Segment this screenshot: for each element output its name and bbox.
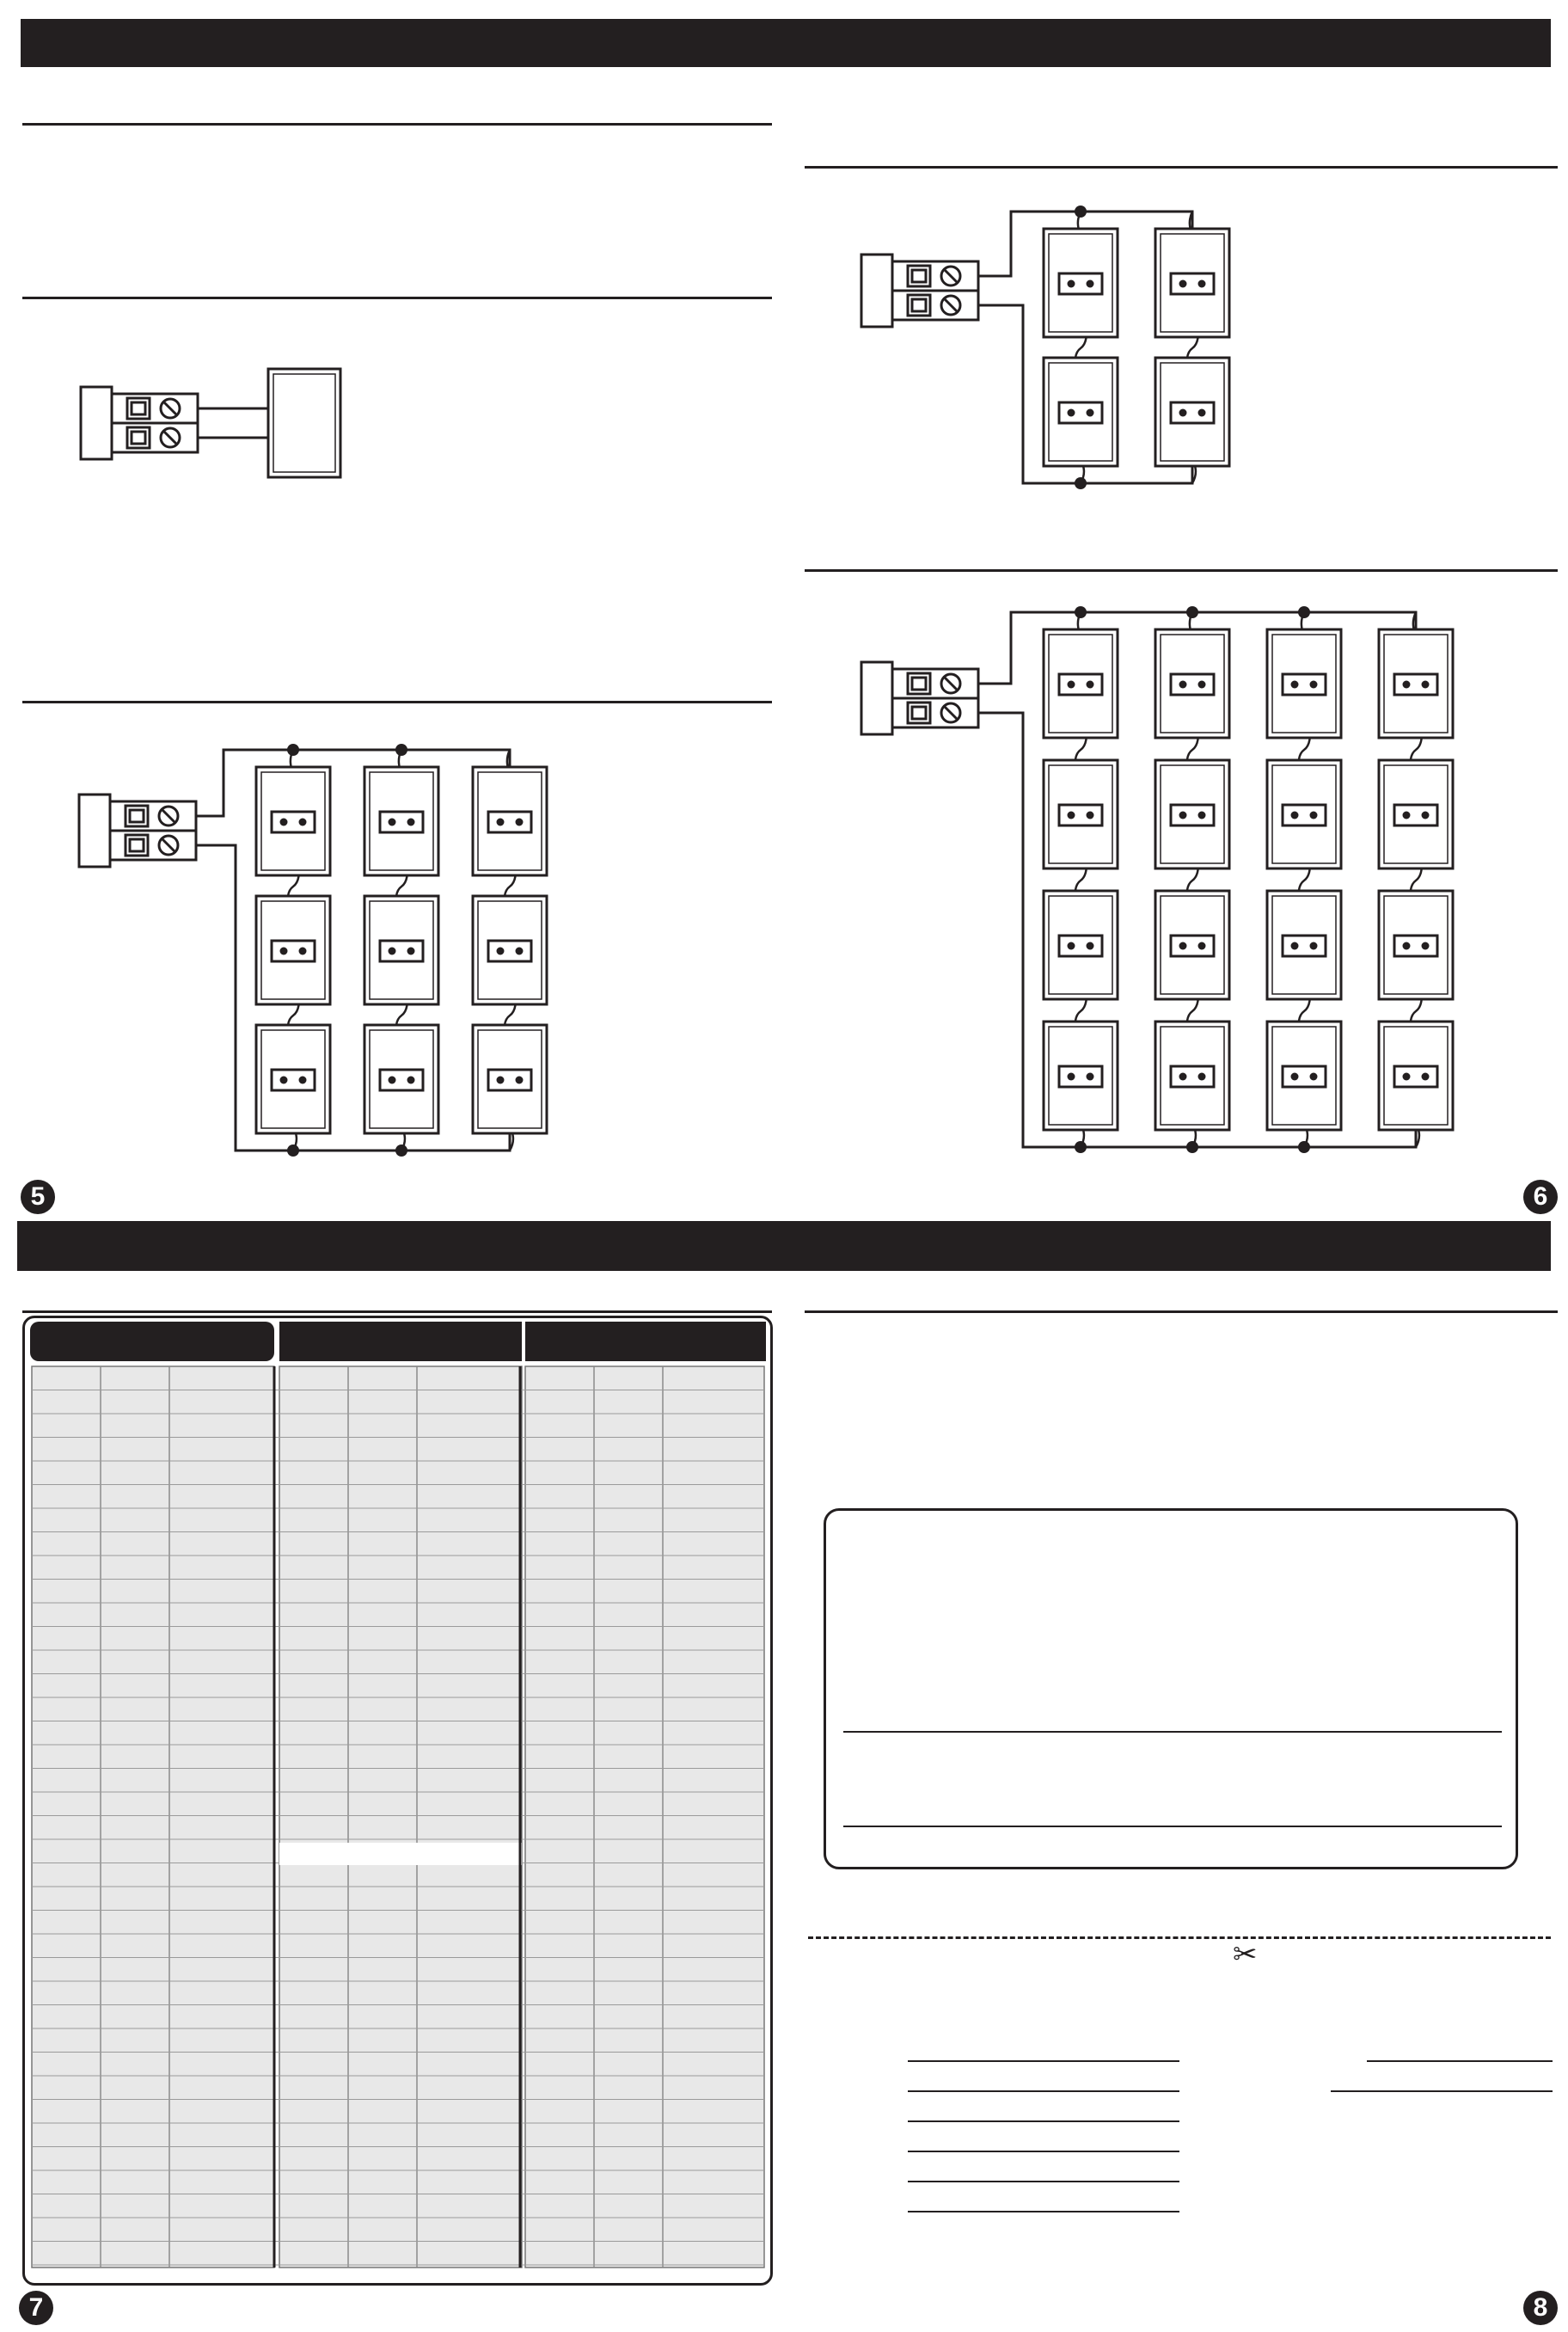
- nine-top-node-2: [395, 744, 407, 756]
- page-badge-8: 8: [1523, 2291, 1558, 2325]
- warranty-line-2: [843, 1826, 1502, 1827]
- nine-speaker-wiring-diagram: [76, 739, 557, 1161]
- sixteen-speaker-r3-c3: [1267, 891, 1341, 999]
- sixteen-speaker-r4-c1: [1044, 1022, 1118, 1130]
- sixteen-speaker-r4-c2: [1155, 1022, 1229, 1130]
- table-header-cell-2: [279, 1322, 522, 1361]
- four-speaker-r2-c2: [1155, 358, 1229, 466]
- page-badge-5: 5: [21, 1180, 55, 1214]
- four-top-node-1: [1075, 206, 1087, 218]
- right-section-rule-1: [805, 166, 1558, 169]
- form-line-right-1: [1367, 2060, 1553, 2062]
- nine-speaker-r2-c1: [256, 896, 330, 1004]
- nine-speaker-r1-c1: [256, 767, 330, 875]
- sixteen-top-node-1: [1075, 606, 1087, 618]
- form-line-5: [908, 2181, 1179, 2182]
- four-speaker-r1-c2: [1155, 229, 1229, 337]
- form-line-1: [908, 2060, 1179, 2062]
- nine-speaker-r2-c2: [364, 896, 438, 1004]
- sixteen-top-node-3: [1298, 606, 1310, 618]
- four-speaker-r2-c1: [1044, 358, 1118, 466]
- nine-speaker-r2-c3: [473, 896, 547, 1004]
- four-terminal: [861, 255, 978, 327]
- table-header: [30, 1322, 766, 1361]
- four-speaker-r1-c1: [1044, 229, 1118, 337]
- sixteen-speaker-r1-c2: [1155, 629, 1229, 738]
- left-section-rule-3: [22, 701, 772, 703]
- table-body: [32, 1366, 764, 2268]
- sixteen-speaker-r3-c4: [1379, 891, 1453, 999]
- form-line-4: [908, 2151, 1179, 2152]
- top-header-bar: [21, 19, 1551, 67]
- nine-wires: [196, 750, 519, 1151]
- single-speaker-wiring-diagram: [77, 365, 352, 486]
- sixteen-terminal: [861, 662, 978, 734]
- scissors-icon: ✂: [1233, 1937, 1258, 1972]
- sixteen-speaker-r4-c3: [1267, 1022, 1341, 1130]
- table-block-1: [32, 1366, 274, 2268]
- nine-speaker-r3-c3: [473, 1025, 547, 1133]
- sixteen-speaker-r4-c4: [1379, 1022, 1453, 1130]
- sixteen-speaker-r2-c4: [1379, 760, 1453, 868]
- sixteen-speaker-r3-c2: [1155, 891, 1229, 999]
- nine-speaker-r1-c2: [364, 767, 438, 875]
- sixteen-speaker-r1-c3: [1267, 629, 1341, 738]
- sixteen-speaker-r2-c1: [1044, 760, 1118, 868]
- left-section-rule-2: [22, 297, 772, 299]
- four-bottom-node-1: [1075, 477, 1087, 489]
- warranty-line-1: [843, 1731, 1502, 1733]
- sixteen-top-node-2: [1186, 606, 1198, 618]
- form-line-6: [908, 2211, 1179, 2212]
- four-speaker-wiring-diagram: [856, 198, 1243, 507]
- form-line-right-2: [1331, 2090, 1553, 2092]
- form-line-2: [908, 2090, 1179, 2092]
- form-line-3: [908, 2120, 1179, 2122]
- page-badge-6: 6: [1523, 1180, 1558, 1214]
- warranty-section-rule: [805, 1310, 1558, 1313]
- cut-line: [808, 1936, 1551, 1939]
- table-block-3: [525, 1366, 764, 2268]
- page-badge-7: 7: [19, 2291, 53, 2325]
- warranty-box: [824, 1508, 1518, 1869]
- table-header-cell-1: [30, 1322, 274, 1361]
- sixteen-speaker-r2-c3: [1267, 760, 1341, 868]
- sixteen-speaker-r1-c4: [1379, 629, 1453, 738]
- table-section-rule: [22, 1310, 772, 1313]
- nine-bottom-node-1: [287, 1145, 299, 1157]
- speaker-table-grid: [25, 1318, 770, 2283]
- nine-top-node-1: [287, 744, 299, 756]
- table-gap-row: [279, 1843, 522, 1865]
- table-block-2: [279, 1366, 522, 2268]
- sixteen-speaker-r1-c1: [1044, 629, 1118, 738]
- left-section-rule-1: [22, 123, 772, 126]
- sixteen-bottom-node-3: [1298, 1141, 1310, 1153]
- sixteen-speaker-r2-c2: [1155, 760, 1229, 868]
- sixteen-bottom-node-2: [1186, 1141, 1198, 1153]
- sixteen-speaker-wiring-diagram: [856, 602, 1458, 1161]
- nine-terminal: [79, 795, 196, 867]
- right-section-rule-2: [805, 569, 1558, 572]
- speaker-table: [22, 1316, 773, 2286]
- nine-speaker-r1-c3: [473, 767, 547, 875]
- sixteen-speaker-r3-c1: [1044, 891, 1118, 999]
- table-header-cell-3: [525, 1322, 766, 1361]
- nine-bottom-node-2: [395, 1145, 407, 1157]
- nine-speaker-r3-c1: [256, 1025, 330, 1133]
- sixteen-bottom-node-1: [1075, 1141, 1087, 1153]
- middle-header-bar: [17, 1221, 1551, 1271]
- nine-speaker-r3-c2: [364, 1025, 438, 1133]
